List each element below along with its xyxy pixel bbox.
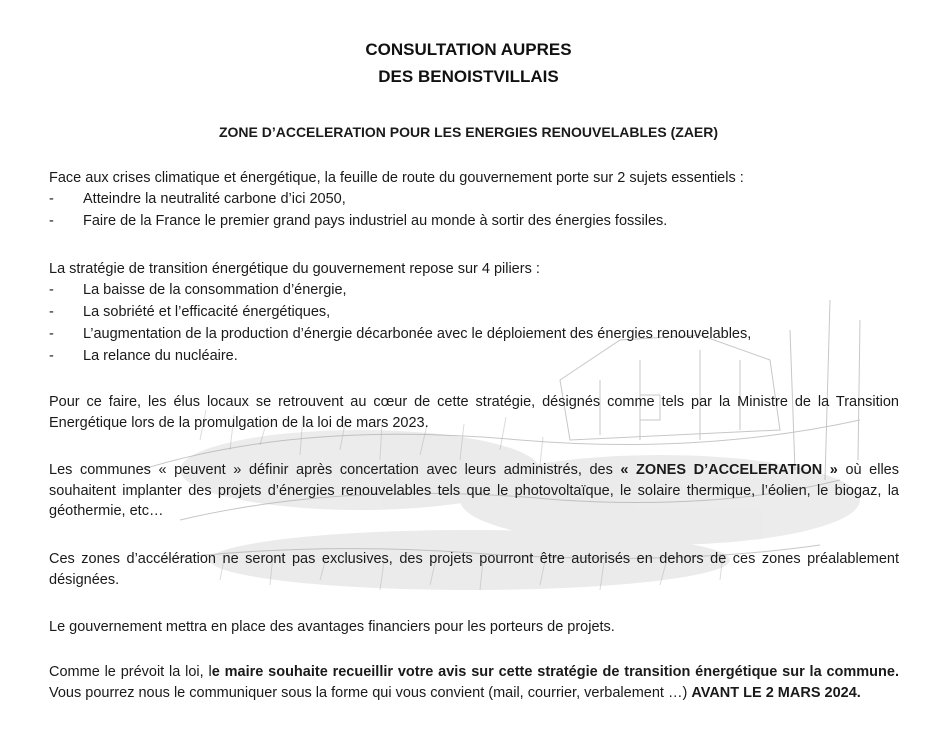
intro-lead: Face aux crises climatique et énergétique, la feuille de route du gouvernement porte sur 2 sujets essentiels :: [49, 170, 744, 186]
doc-title-line-1: CONSULTATION AUPRES: [365, 40, 572, 59]
strategy-item-1: [49, 280, 347, 301]
paragraph-communes: [49, 460, 899, 522]
doc-subtitle: ZONE D’ACCELERATION POUR LES ENERGIES RENOUVELABLES (ZAER): [218, 124, 719, 140]
strategy-item-text: L’augmentation de la production d’énergie décarbonée avec le déploiement des énergies renouvelables,: [83, 326, 752, 342]
doc-title-line-2: DES BENOISTVILLAIS: [378, 67, 559, 86]
bullet-dash: -: [49, 304, 54, 320]
paragraph-elus: Pour ce faire, les élus locaux se retrouvent au cœur de cette stratégie, désignés comme tels par la Ministre de la Transition Energétique lors de la promulgation de la loi de mars 2023.: [49, 394, 899, 431]
final-deadline: AVANT LE 2 MARS 2024.: [691, 684, 861, 701]
paragraph-financier: Le gouvernement mettra en place des avantages financiers pour les porteurs de projets.: [49, 619, 615, 635]
bullet-dash: -: [49, 213, 54, 229]
bullet-dash: -: [49, 348, 54, 364]
bullet-dash: -: [49, 282, 54, 298]
paragraph-zones: Ces zones d’accélération ne seront pas exclusives, des projets pourront être autorisés en dehors de ces zones préalablement désignées.: [49, 551, 899, 588]
strategy-item-2: [49, 302, 330, 323]
intro-item-1: [49, 189, 346, 210]
final-text-start: Comme le prévoit la loi, l: [49, 664, 212, 680]
communes-zones-highlight: « ZONES D’ACCELERATION »: [620, 462, 838, 478]
strategy-lead: La stratégie de transition énergétique du gouvernement repose sur 4 piliers :: [49, 261, 540, 277]
intro-item-text: Faire de la France le premier grand pays industriel au monde à sortir des énergies fossiles.: [83, 213, 668, 229]
communes-text-end: où elles souhaitent implanter des projets d’énergies renouvelables tels que le photovoltaïque, le solaire thermique, l’éolien, le biogaz, la géothermie, etc…: [49, 462, 899, 519]
final-text-middle: Vous pourrez nous le communiquer sous la forme qui vous convient (mail, courrier, verbalement …): [49, 684, 692, 701]
strategy-item-text: La baisse de la consommation d’énergie,: [83, 282, 347, 298]
bullet-dash: -: [49, 326, 54, 342]
final-mayor-request: e maire souhaite recueillir votre avis sur cette stratégie de transition énergétique sur la commune.: [211, 664, 899, 680]
communes-text-start: Les communes « peuvent » définir après concertation avec leurs administrés, des: [49, 462, 621, 478]
strategy-item-text: La relance du nucléaire.: [83, 348, 238, 364]
paragraph-final: [49, 662, 899, 703]
intro-item-text: Atteindre la neutralité carbone d’ici 2050,: [83, 191, 346, 207]
strategy-item-3: [49, 324, 751, 345]
strategy-item-4: [49, 346, 238, 367]
bullet-dash: -: [49, 191, 54, 207]
strategy-item-text: La sobriété et l’efficacité énergétiques,: [83, 304, 331, 320]
intro-item-2: [49, 211, 667, 232]
